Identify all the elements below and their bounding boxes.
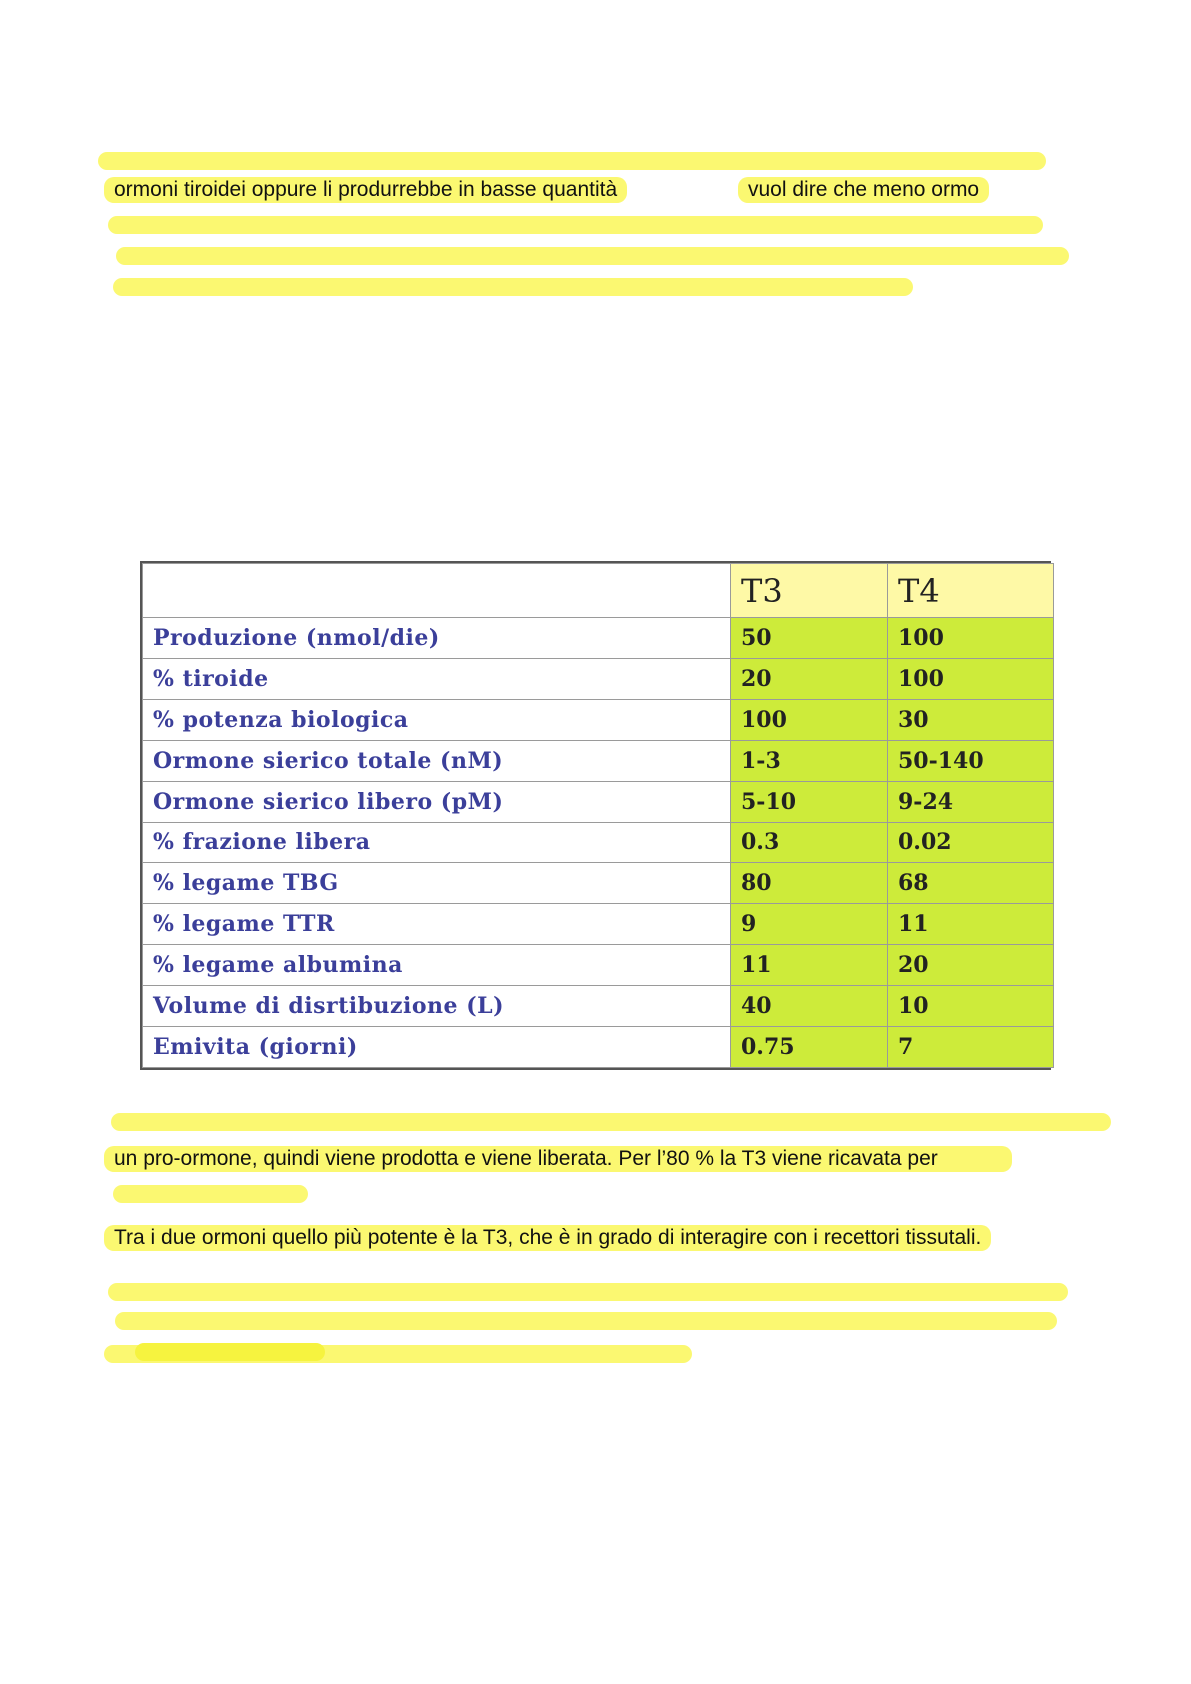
hormone-table — [140, 561, 1051, 1070]
redacted-highlight-line — [113, 278, 913, 296]
cell-t4: 100 — [888, 658, 1054, 699]
redacted-highlight-line — [111, 1113, 1111, 1131]
cell-t3: 11 — [731, 945, 888, 986]
row-label: Ormone sierico libero (pM) — [143, 781, 731, 822]
cell-t3: 80 — [731, 863, 888, 904]
redacted-highlight-line — [108, 216, 1043, 234]
cell-t4: 30 — [888, 699, 1054, 740]
cell-t3: 1-3 — [731, 740, 888, 781]
cell-t3: 5-10 — [731, 781, 888, 822]
table-row — [143, 658, 1054, 699]
table-row — [143, 699, 1054, 740]
table-row — [143, 1027, 1054, 1068]
text-line-bottom-2: Tra i due ormoni quello più potente è la T3, che è in grado di interagire con i recettori tissutali. — [104, 1225, 991, 1251]
redacted-highlight-line — [115, 1312, 1057, 1330]
redacted-highlight-line — [108, 1283, 1068, 1301]
cell-t3: 20 — [731, 658, 888, 699]
row-label: % frazione libera — [143, 822, 731, 863]
cell-t4: 50-140 — [888, 740, 1054, 781]
text-line-left: ormoni tiroidei oppure li produrrebbe in basse quantità — [104, 177, 627, 203]
cell-t4: 68 — [888, 863, 1054, 904]
row-label: % legame albumina — [143, 945, 731, 986]
cell-t3: 40 — [731, 986, 888, 1027]
cell-t4: 11 — [888, 904, 1054, 945]
table-corner-cell — [143, 564, 731, 618]
table-row — [143, 740, 1054, 781]
row-label: Emivita (giorni) — [143, 1027, 731, 1068]
table-row — [143, 618, 1054, 659]
row-label: % potenza biologica — [143, 699, 731, 740]
redacted-highlight-line — [113, 1185, 308, 1203]
row-label: % tiroide — [143, 658, 731, 699]
table-row — [143, 822, 1054, 863]
cell-t4: 0.02 — [888, 822, 1054, 863]
cell-t3: 0.75 — [731, 1027, 888, 1068]
cell-t4: 100 — [888, 618, 1054, 659]
table-row — [143, 945, 1054, 986]
cell-t4: 9-24 — [888, 781, 1054, 822]
cell-t4: 7 — [888, 1027, 1054, 1068]
table-row — [143, 986, 1054, 1027]
column-header-t3: T3 — [731, 564, 888, 618]
redacted-highlight-accent — [135, 1343, 325, 1361]
cell-t4: 20 — [888, 945, 1054, 986]
table-header-row — [143, 564, 1054, 618]
table-row — [143, 863, 1054, 904]
row-label: Volume di disrtibuzione (L) — [143, 986, 731, 1027]
cell-t3: 9 — [731, 904, 888, 945]
text-line-right: vuol dire che meno ormo — [738, 177, 989, 203]
text-line-bottom-1: un pro-ormone, quindi viene prodotta e viene liberata. Per l’80 % la T3 viene ricavata per — [104, 1146, 1012, 1172]
redacted-highlight-line — [98, 152, 1046, 170]
row-label: Ormone sierico totale (nM) — [143, 740, 731, 781]
row-label: % legame TTR — [143, 904, 731, 945]
column-header-t4: T4 — [888, 564, 1054, 618]
row-label: Produzione (nmol/die) — [143, 618, 731, 659]
cell-t4: 10 — [888, 986, 1054, 1027]
cell-t3: 0.3 — [731, 822, 888, 863]
table-row — [143, 904, 1054, 945]
row-label: % legame TBG — [143, 863, 731, 904]
table-row — [143, 781, 1054, 822]
redacted-highlight-line — [116, 247, 1069, 265]
cell-t3: 100 — [731, 699, 888, 740]
cell-t3: 50 — [731, 618, 888, 659]
